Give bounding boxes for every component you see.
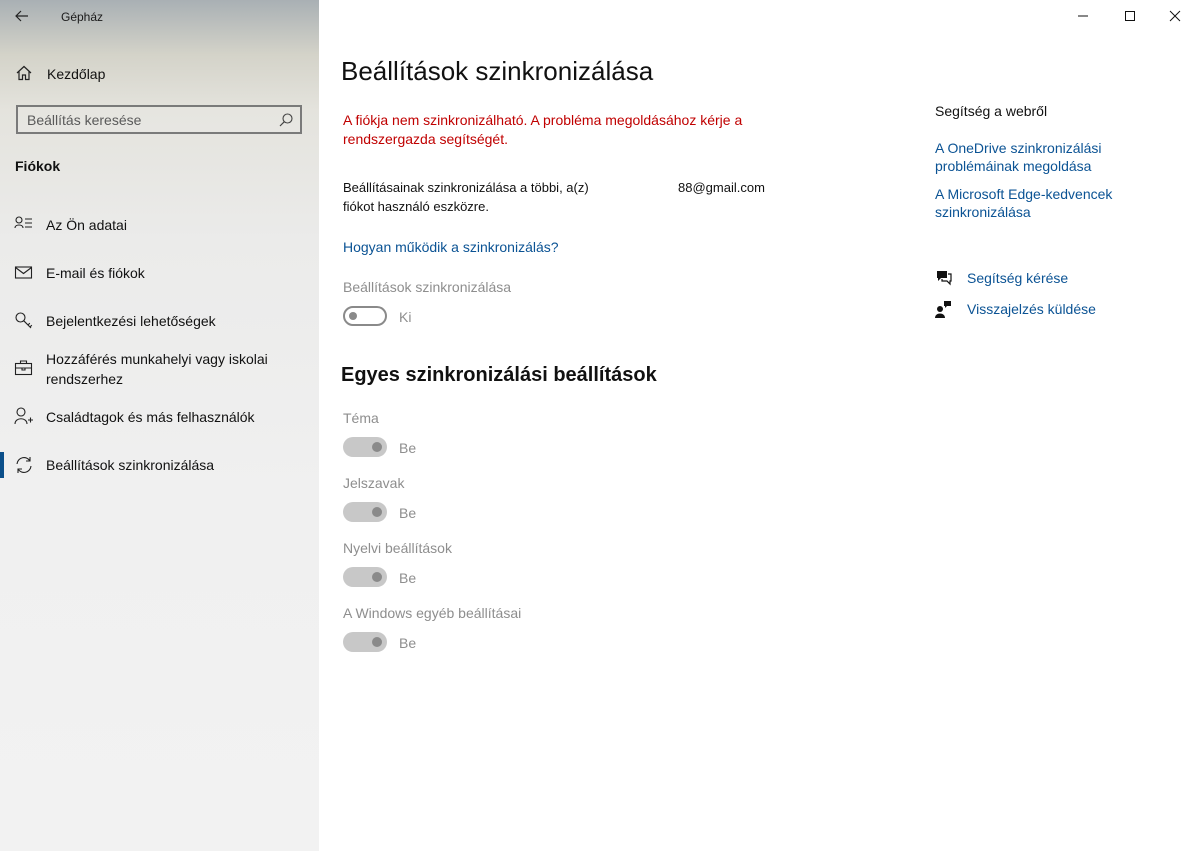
theme-sync-state: Be [399, 440, 417, 456]
sidebar-item-family-other-users[interactable] [0, 406, 319, 428]
other-windows-sync-toggle[interactable] [343, 632, 387, 652]
onedrive-sync-help-link[interactable] [935, 139, 1145, 175]
link-line-1: A Microsoft Edge-kedvencek [935, 186, 1113, 202]
description-line-1: Beállításainak szinkronizálása a többi, a(z) [343, 180, 589, 195]
maximize-icon [1124, 10, 1136, 22]
person-details-icon [14, 215, 34, 235]
send-feedback-label: Visszajelzés küldése [967, 301, 1096, 317]
sidebar-item-label: Az Ön adatai [46, 217, 127, 233]
language-sync-label: Nyelvi beállítások [343, 540, 452, 556]
edge-favorites-sync-help-link[interactable] [935, 185, 1145, 221]
get-help-label: Segítség kérése [967, 270, 1069, 286]
app-title: Gépház [61, 10, 104, 24]
sidebar [0, 0, 319, 851]
how-sync-works-link[interactable]: Hogyan működik a szinkronizálás? [343, 239, 559, 255]
home-icon [15, 64, 33, 82]
toggle-knob [372, 637, 382, 647]
other-windows-sync-state: Be [399, 635, 417, 651]
description-line-2: fiókot használó eszközre. [343, 199, 489, 214]
search-icon[interactable] [278, 112, 294, 128]
sidebar-section-title: Fiókok [15, 158, 61, 174]
master-sync-state: Ki [399, 309, 412, 325]
sync-icon [14, 455, 34, 475]
minimize-icon [1077, 10, 1089, 22]
link-line-2: szinkronizálása [935, 204, 1031, 220]
passwords-sync-toggle[interactable] [343, 502, 387, 522]
error-line-2: rendszergazda segítségét. [343, 131, 508, 147]
feedback-icon [935, 300, 953, 318]
help-from-web-title: Segítség a webről [935, 103, 1048, 119]
toggle-knob [349, 312, 357, 320]
language-sync-toggle[interactable] [343, 567, 387, 587]
account-email: 88@gmail.com [678, 180, 765, 195]
sidebar-item-access-work-school[interactable] [0, 348, 319, 390]
sync-error-message [343, 111, 763, 149]
get-help-link[interactable] [935, 267, 1155, 289]
theme-sync-toggle[interactable] [343, 437, 387, 457]
other-windows-sync-label: A Windows egyéb beállításai [343, 605, 522, 621]
title-bar [0, 0, 319, 32]
back-arrow-icon [15, 10, 29, 22]
home-label: Kezdőlap [47, 66, 106, 82]
sidebar-item-label: Családtagok és más felhasználók [46, 409, 255, 425]
selected-indicator [0, 452, 4, 478]
toggle-knob [372, 572, 382, 582]
passwords-sync-label: Jelszavak [343, 475, 405, 491]
link-line-2: problémáinak megoldása [935, 158, 1092, 174]
sidebar-item-email-accounts[interactable] [0, 262, 319, 284]
key-icon [14, 311, 34, 331]
master-sync-toggle[interactable] [343, 306, 387, 326]
error-line-1: A fiókja nem szinkronizálható. A probléma megoldásához kérje a [343, 112, 743, 128]
maximize-button[interactable] [1107, 0, 1153, 32]
sidebar-item-sync-settings[interactable] [0, 452, 319, 478]
settings-search-box[interactable] [16, 105, 302, 134]
search-input[interactable] [18, 107, 274, 132]
close-icon [1169, 10, 1181, 22]
minimize-button[interactable] [1060, 0, 1106, 32]
send-feedback-link[interactable] [935, 298, 1155, 320]
briefcase-icon [14, 358, 34, 378]
mail-icon [14, 263, 34, 283]
link-line-1: A OneDrive szinkronizálási [935, 140, 1102, 156]
sidebar-item-label: Beállítások szinkronizálása [46, 457, 215, 473]
sync-description [343, 178, 633, 216]
person-add-icon [14, 406, 34, 426]
chat-help-icon [935, 269, 953, 287]
passwords-sync-state: Be [399, 505, 417, 521]
master-sync-label: Beállítások szinkronizálása [343, 279, 512, 295]
toggle-knob [372, 507, 382, 517]
close-button[interactable] [1152, 0, 1198, 32]
individual-sync-title: Egyes szinkronizálási beállítások [341, 364, 657, 386]
page-title: Beállítások szinkronizálása [341, 56, 654, 86]
sidebar-item-label: Hozzáférés munkahelyi vagy iskolai [46, 351, 268, 367]
sidebar-item-label-line2: rendszerhez [46, 371, 124, 387]
home-nav-item[interactable] [0, 56, 319, 90]
language-sync-state: Be [399, 570, 417, 586]
sidebar-item-sign-in-options[interactable] [0, 310, 319, 332]
theme-sync-label: Téma [343, 410, 379, 426]
back-button[interactable] [8, 2, 36, 30]
sidebar-item-label: E-mail és fiókok [46, 265, 145, 281]
sidebar-item-your-info[interactable] [0, 214, 319, 236]
sidebar-item-label: Bejelentkezési lehetőségek [46, 313, 216, 329]
toggle-knob [372, 442, 382, 452]
